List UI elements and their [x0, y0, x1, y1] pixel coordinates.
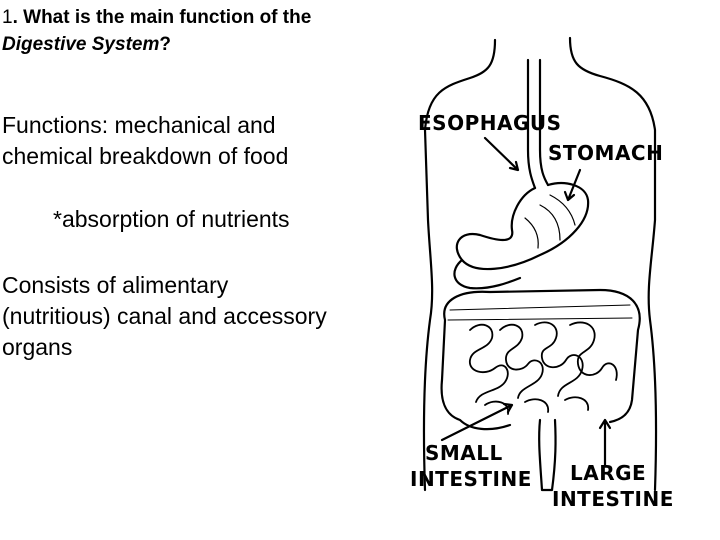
consists-line-3: organs: [2, 334, 73, 360]
esophagus-label: ESOPHAGUS: [418, 111, 562, 135]
rectum: [539, 420, 555, 490]
large-intestine-label-1: LARGE: [570, 461, 647, 485]
question-number: 1: [2, 7, 13, 28]
functions-text: [2, 110, 402, 172]
large-intestine-label-2: INTESTINE: [552, 487, 674, 511]
question-text: . What is the main function of the: [12, 7, 312, 28]
question-mark: ?: [159, 34, 171, 55]
large-intestine-arrow: [600, 420, 610, 465]
digestive-system-diagram: [400, 20, 700, 520]
consists-line-1: Consists of alimentary: [2, 272, 229, 298]
small-intestine: [470, 322, 617, 414]
small-intestine-arrow: [442, 404, 512, 440]
body-outline-left: [424, 40, 495, 490]
stomach-label: STOMACH: [548, 141, 664, 165]
absorption-text: *absorption of nutrients: [53, 206, 290, 232]
large-intestine: [442, 290, 640, 429]
esophagus-arrow: [485, 138, 518, 170]
small-intestine-label-2: INTESTINE: [410, 467, 532, 491]
consists-line-2: (nutritious) canal and accessory: [2, 303, 327, 329]
question-topic: Digestive System: [2, 34, 160, 55]
functions-line-2: chemical breakdown of food: [2, 143, 289, 169]
functions-line-1: Functions: mechanical and: [2, 112, 276, 138]
question-heading: [2, 4, 402, 58]
consists-text: [2, 270, 402, 363]
small-intestine-label-1: SMALL: [425, 441, 503, 465]
